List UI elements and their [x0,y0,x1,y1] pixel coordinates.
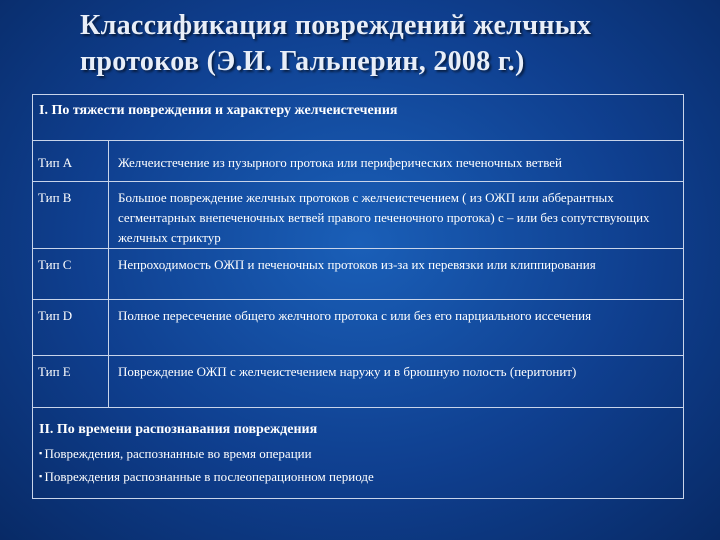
type-description: Полное пересечение общего желчного протока с или без его парциального иссечения [109,300,684,356]
table-row [33,300,684,356]
type-description: Непроходимость ОЖП и печеночных протоков из-за их перевязки или клиппирования [109,249,684,300]
section-2-cell [33,408,684,499]
type-label: Тип В [33,182,109,249]
table-row [33,182,684,249]
type-label: Тип Е [33,356,109,408]
list-item: ▪ Повреждения распознанные в послеоперационном периоде [39,465,677,488]
type-label: Тип С [33,249,109,300]
slide-title [80,8,700,80]
slide-title-line-1: Классификация повреждений желчных [80,10,592,41]
section-2-list [39,442,677,488]
type-description: Желчеистечение из пузырного протока или периферических печеночных ветвей [109,141,684,182]
slide-title-line-2: протоков (Э.И. Гальперин, 2008 г.) [80,46,525,77]
type-label: Тип А [33,141,109,182]
classification-table [32,94,684,499]
section-1-header-row [33,95,684,141]
table-row [33,141,684,182]
table-row [33,249,684,300]
section-2-row [33,408,684,499]
type-description: Большое повреждение желчных протоков с желчеистечением ( из ОЖП или абберантных сегментарных внепеченочных ветвей правого печеночного протока) с – или без сопутствующих желчных стриктур [109,182,684,249]
section-2-heading: II. По времени распознавания повреждения [39,422,318,437]
list-item: ▪ Повреждения, распознанные во время операции [39,442,677,465]
type-description: Повреждение ОЖП с желчеистечением наружу и в брюшную полость (перитонит) [109,356,684,408]
table-row [33,356,684,408]
type-label: Тип D [33,300,109,356]
section-1-heading: I. По тяжести повреждения и характеру желчеистечения [33,95,684,141]
